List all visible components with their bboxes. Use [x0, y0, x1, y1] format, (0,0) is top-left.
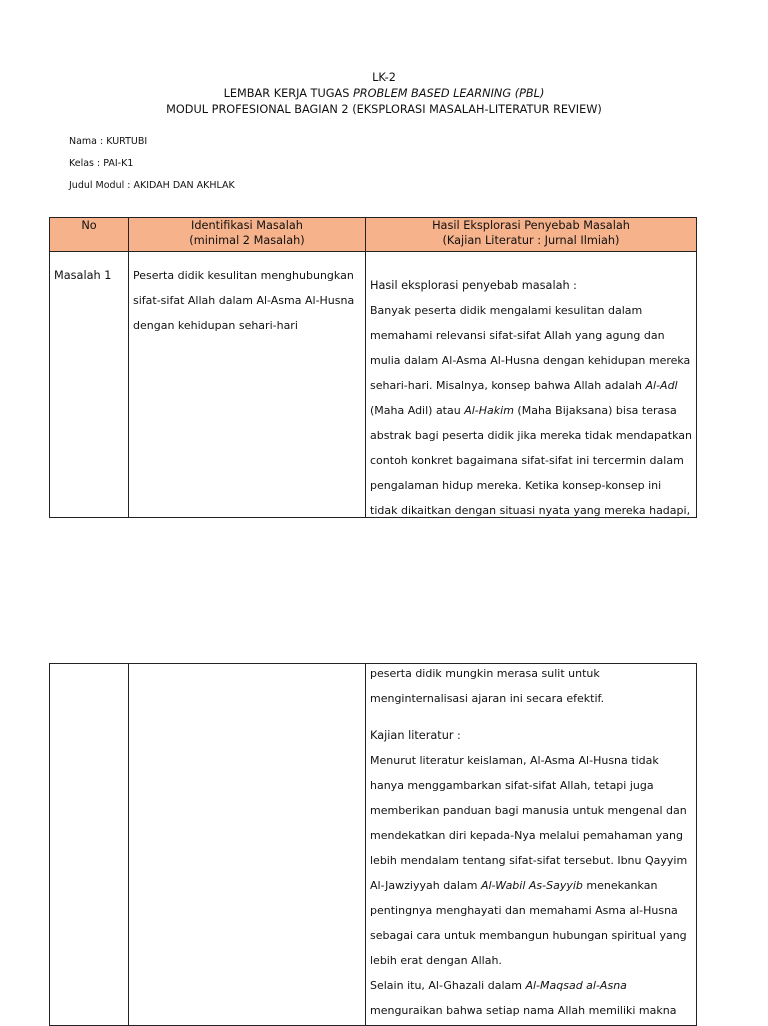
table-header-row — [50, 218, 697, 252]
text-line — [370, 873, 696, 898]
hasil-cell-continued — [366, 664, 697, 1026]
hasil-heading-line — [366, 252, 696, 298]
column-header-no — [50, 218, 129, 252]
text-run: menguraikan bahwa setiap nama Allah memiliki makna — [370, 1004, 677, 1017]
text-run: pengalaman hidup mereka. Ketika konsep-konsep ini — [370, 479, 662, 492]
text-line — [370, 898, 696, 923]
hasil-cell — [366, 252, 697, 518]
text-line: sifat-sifat Allah dalam Al-Asma Al-Husna — [133, 294, 355, 307]
student-class: Kelas : PAI-K1 — [69, 158, 134, 169]
text-run: Banyak peserta didik mengalami kesulitan dalam — [370, 304, 643, 317]
column-header-hasil-line1: Hasil Eksplorasi Penyebab Masalah — [432, 219, 630, 232]
row-label-cell-continued — [50, 664, 129, 1026]
text-line — [370, 773, 696, 798]
text-line — [370, 998, 696, 1023]
text-run: Menurut literatur keislaman, Al-Asma Al-Husna tidak — [370, 754, 659, 767]
text-run: mulia dalam Al-Asma Al-Husna dengan kehidupan mereka — [370, 354, 691, 367]
text-run: lebih mendalam tentang sifat-sifat tersebut. Ibnu Qayyim — [370, 854, 688, 867]
text-line — [370, 348, 696, 373]
text-run: memberikan panduan bagi manusia untuk mengenal dan — [370, 804, 687, 817]
text-line — [370, 323, 696, 348]
text-run: tidak dikaitkan dengan situasi nyata yang mereka hadapi, — [370, 504, 691, 517]
hasil-heading-suffix: : — [569, 279, 577, 292]
text-run: menginternalisasi ajaran ini secara efektif. — [370, 692, 605, 705]
text-run: memahami relevansi sifat-sifat Allah yang agung dan — [370, 329, 665, 342]
column-header-no-label: No — [81, 219, 97, 232]
text-run: abstrak bagi peserta didik jika mereka tidak mendapatkan — [370, 429, 692, 442]
text-run: (Maha Bijaksana) bisa terasa — [513, 404, 677, 417]
column-header-identifikasi — [129, 218, 366, 252]
text-line — [370, 664, 696, 686]
column-header-identifikasi-line1: Identifikasi Masalah — [191, 219, 303, 232]
kajian-heading-suffix: : — [453, 729, 461, 742]
italic-title: Al-Wabil As-Sayyib — [480, 879, 583, 892]
text-line — [370, 473, 696, 498]
italic-title: Al-Hakim — [464, 404, 514, 417]
text-line — [370, 373, 696, 398]
kajian-heading: Kajian literatur — [370, 729, 454, 742]
text-run: lebih erat dengan Allah. — [370, 954, 502, 967]
text-line — [370, 448, 696, 473]
hasil-cell-content — [366, 252, 696, 517]
identifikasi-continued-spacer — [129, 664, 365, 1025]
column-header-hasil — [366, 218, 697, 252]
text-run: peserta didik mungkin merasa sulit untuk — [370, 667, 600, 680]
text-line — [370, 798, 696, 823]
text-run: menekankan — [582, 879, 658, 892]
text-line: Peserta didik kesulitan menghubungkan — [133, 269, 354, 282]
table-row — [50, 252, 697, 518]
worksheet-title-italic: PROBLEM BASED LEARNING (PBL) — [352, 87, 545, 100]
worksheet-table-continued — [49, 663, 697, 1026]
italic-title: Al-Adl — [645, 379, 678, 392]
module-name: Judul Modul : AKIDAH DAN AKHLAK — [69, 180, 235, 191]
continued-text — [366, 664, 696, 711]
text-line — [370, 298, 696, 323]
kajian-heading-line — [366, 711, 696, 748]
text-line: dengan kehidupan sehari-hari — [133, 319, 298, 332]
text-run: mendekatkan diri kepada-Nya melalui pemahaman yang — [370, 829, 683, 842]
row-label-cell — [50, 252, 129, 518]
text-line — [370, 848, 696, 873]
text-run: Al-Jawziyyah dalam — [370, 879, 481, 892]
hasil-heading: Hasil eksplorasi penyebab masalah — [370, 279, 570, 292]
row-label: Masalah 1 — [54, 269, 112, 282]
column-header-hasil-line2: (Kajian Literatur : Jurnal Ilmiah) — [442, 234, 620, 247]
text-line — [370, 923, 696, 948]
worksheet-title — [0, 86, 768, 102]
student-name: Nama : KURTUBI — [69, 136, 148, 147]
text-run: (Maha Adil) atau — [370, 404, 465, 417]
identifikasi-text — [129, 252, 365, 338]
text-line — [370, 823, 696, 848]
module-title: MODUL PROFESIONAL BAGIAN 2 (EKSPLORASI MASALAH-LITERATUR REVIEW) — [166, 103, 602, 116]
table-row — [50, 664, 697, 1026]
worksheet-title-prefix: LEMBAR KERJA TUGAS — [223, 87, 353, 100]
text-line — [370, 973, 696, 998]
kajian-text — [366, 748, 696, 1023]
text-run: hanya menggambarkan sifat-sifat Allah, tetapi juga — [370, 779, 654, 792]
text-run: sehari-hari. Misalnya, konsep bahwa Allah adalah — [370, 379, 646, 392]
identifikasi-cell-continued — [129, 664, 366, 1026]
hasil-text — [366, 298, 696, 517]
text-line — [370, 498, 696, 517]
text-run: Selain itu, Al-Ghazali dalam — [370, 979, 526, 992]
italic-title: Al-Maqsad al-Asna — [525, 979, 627, 992]
text-line — [370, 748, 696, 773]
identifikasi-cell — [129, 252, 366, 518]
worksheet-table — [49, 217, 697, 518]
row-label-continued-spacer — [50, 664, 128, 1025]
text-line — [370, 423, 696, 448]
worksheet-code: LK-2 — [372, 71, 396, 84]
text-line — [370, 948, 696, 973]
text-run: contoh konkret bagaimana sifat-sifat ini tercermin dalam — [370, 454, 684, 467]
text-run: sebagai cara untuk membangun hubungan spiritual yang — [370, 929, 687, 942]
text-line — [370, 398, 696, 423]
hasil-continued-content — [366, 664, 696, 1025]
document-header — [0, 70, 768, 118]
column-header-identifikasi-line2: (minimal 2 Masalah) — [189, 234, 305, 247]
text-run: pentingnya menghayati dan memahami Asma al-Husna — [370, 904, 678, 917]
text-line — [370, 686, 696, 711]
